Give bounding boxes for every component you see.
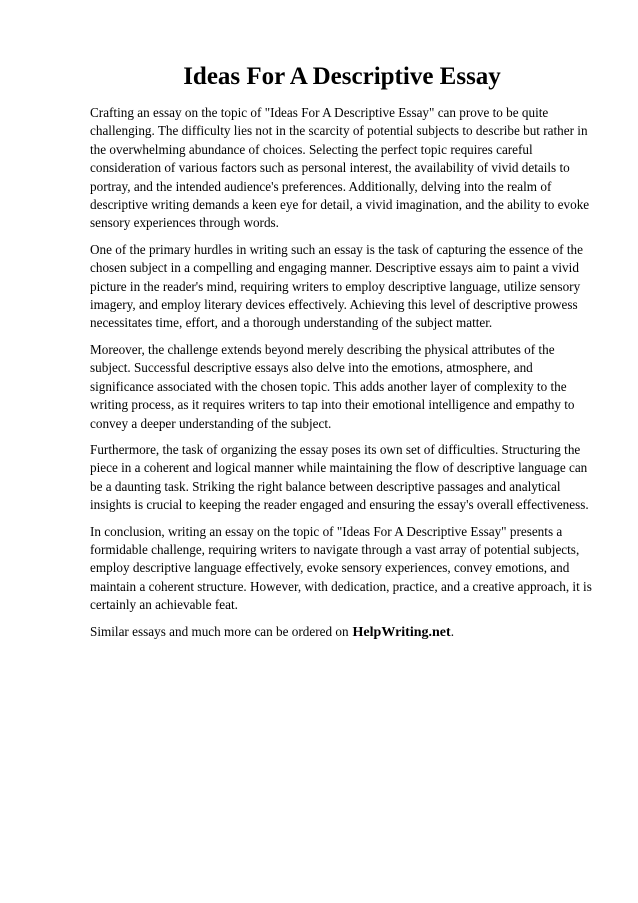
brand-link[interactable]: HelpWriting.net <box>352 624 451 640</box>
footer-line <box>90 623 594 642</box>
paragraph-1: Crafting an essay on the topic of "Ideas For A Descriptive Essay" can prove to be quite challenging. The difficulty lies not in the scarcity of potential subjects to describe but rather in the overwhelming abundance of choices. Selecting the perfect topic requires careful consideration of various factors such as personal interest, the availability of vivid details to portray, and the intended audience's preferences. Additionally, delving into the realm of descriptive writing demands a keen eye for detail, a vivid imagination, and the ability to evoke sensory experiences through words. <box>90 105 590 231</box>
document-title: Ideas For A Descriptive Essay <box>183 63 501 90</box>
paragraph-4: Furthermore, the task of organizing the essay poses its own set of difficulties. Structuring the piece in a coherent and logical manner while maintaining the flow of descriptive language can be a daunting task. Striking the right balance between descriptive passages and analytical insights is crucial to keeping the reader engaged and ensuring the essay's overall effectiveness. <box>90 441 589 513</box>
footer-suffix: . <box>450 623 454 639</box>
footer-text: Similar essays and much more can be ordered on <box>90 623 349 639</box>
paragraph-5: In conclusion, writing an essay on the topic of "Ideas For A Descriptive Essay" presents a formidable challenge, requiring writers to navigate through a vast array of potential subjects, employ descriptive language effectively, evoke sensory experiences, convey emotions, and maintain a coherent structure. However, with dedication, practice, and a creative approach, it is certainly an achievable feat. <box>90 523 592 613</box>
paragraph-3: Moreover, the challenge extends beyond merely describing the physical attributes of the subject. Successful descriptive essays also delve into the emotions, atmosphere, and significance associated with the chosen topic. This adds another layer of complexity to the writing process, as it requires writers to tap into their emotional intelligence and empathy to convey a deeper understanding of the subject. <box>90 341 575 431</box>
paragraph-2: One of the primary hurdles in writing such an essay is the task of capturing the essence of the chosen subject in a compelling and engaging manner. Descriptive essays aim to paint a vivid picture in the reader's mind, requiring writers to employ descriptive language, utilize sensory imagery, and employ literary devices effectively. Achieving this level of descriptive prowess necessitates time, effort, and a thorough understanding of the subject matter. <box>90 241 583 331</box>
